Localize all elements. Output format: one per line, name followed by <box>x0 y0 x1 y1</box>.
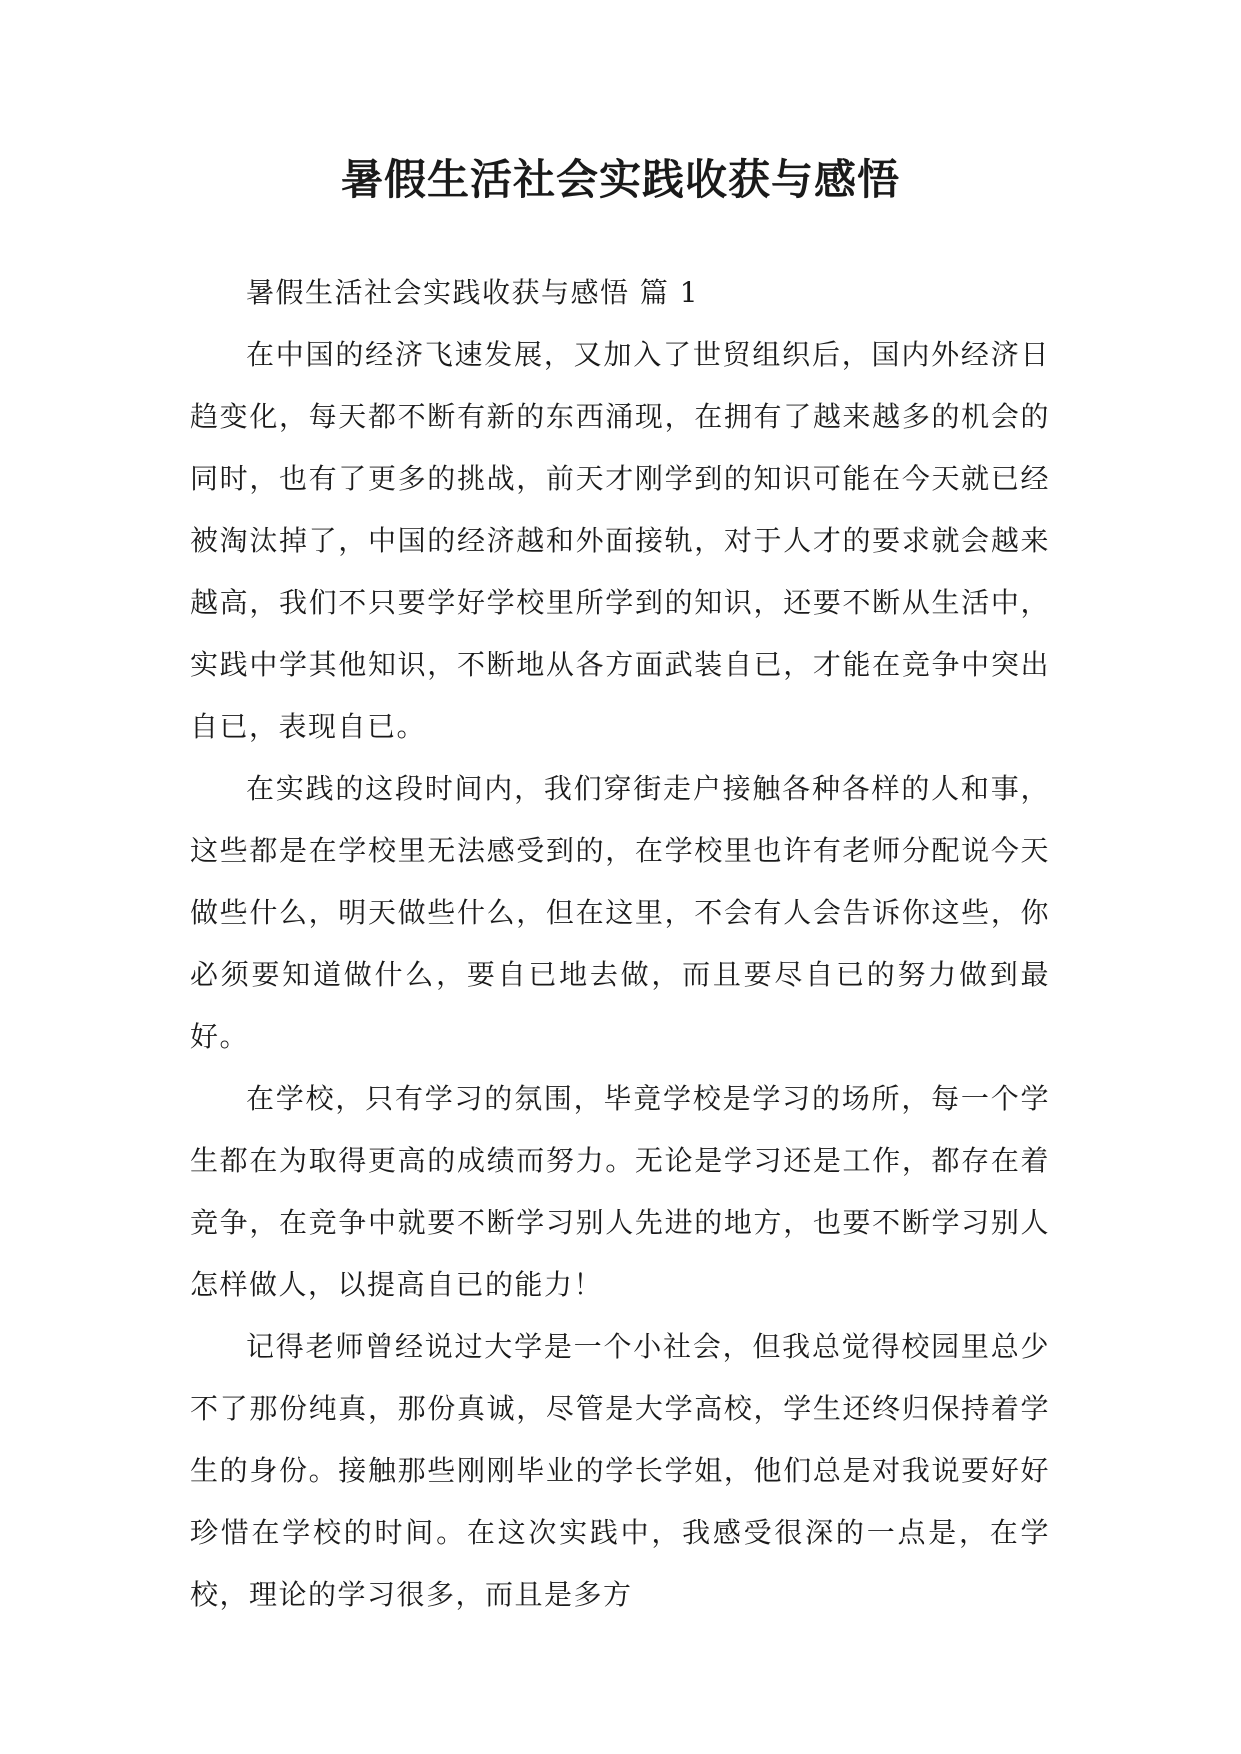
paragraph: 在实践的这段时间内，我们穿街走户接触各种各样的人和事，这些都是在学校里无法感受到的，在学校里也许有老师分配说今天做些什么，明天做些什么，但在这里，不会有人会告诉你这些，你必须要知道做什么，要自已地去做，而且要尽自已的努力做到最好。 <box>190 772 1050 1053</box>
paragraph: 记得老师曾经说过大学是一个小社会，但我总觉得校园里总少不了那份纯真，那份真诚，尽管是大学高校，学生还终归保持着学生的身份。接触那些刚刚毕业的学长学姐，他们总是对我说要好好珍惜在学校的时间。在这次实践中，我感受很深的一点是，在学校，理论的学习很多，而且是多方 <box>190 1330 1050 1611</box>
document-body <box>190 262 1050 1626</box>
section-heading: 暑假生活社会实践收获与感悟 篇 1 <box>246 276 700 309</box>
paragraph: 在中国的经济飞速发展，又加入了世贸组织后，国内外经济日趋变化，每天都不断有新的东西涌现，在拥有了越来越多的机会的同时，也有了更多的挑战，前天才刚学到的知识可能在今天就已经被淘汰掉了，中国的经济越和外面接轨，对于人才的要求就会越来越高，我们不只要学好学校里所学到的知识，还要不断从生活中，实践中学其他知识，不断地从各方面武装自已，才能在竞争中突出自已，表现自已。 <box>190 338 1050 743</box>
document-title: 暑假生活社会实践收获与感悟 <box>340 155 900 204</box>
paragraph: 在学校，只有学习的氛围，毕竟学校是学习的场所，每一个学生都在为取得更高的成绩而努力。无论是学习还是工作，都存在着竞争，在竞争中就要不断学习别人先进的地方，也要不断学习别人怎样做人，以提高自已的能力！ <box>190 1082 1050 1301</box>
